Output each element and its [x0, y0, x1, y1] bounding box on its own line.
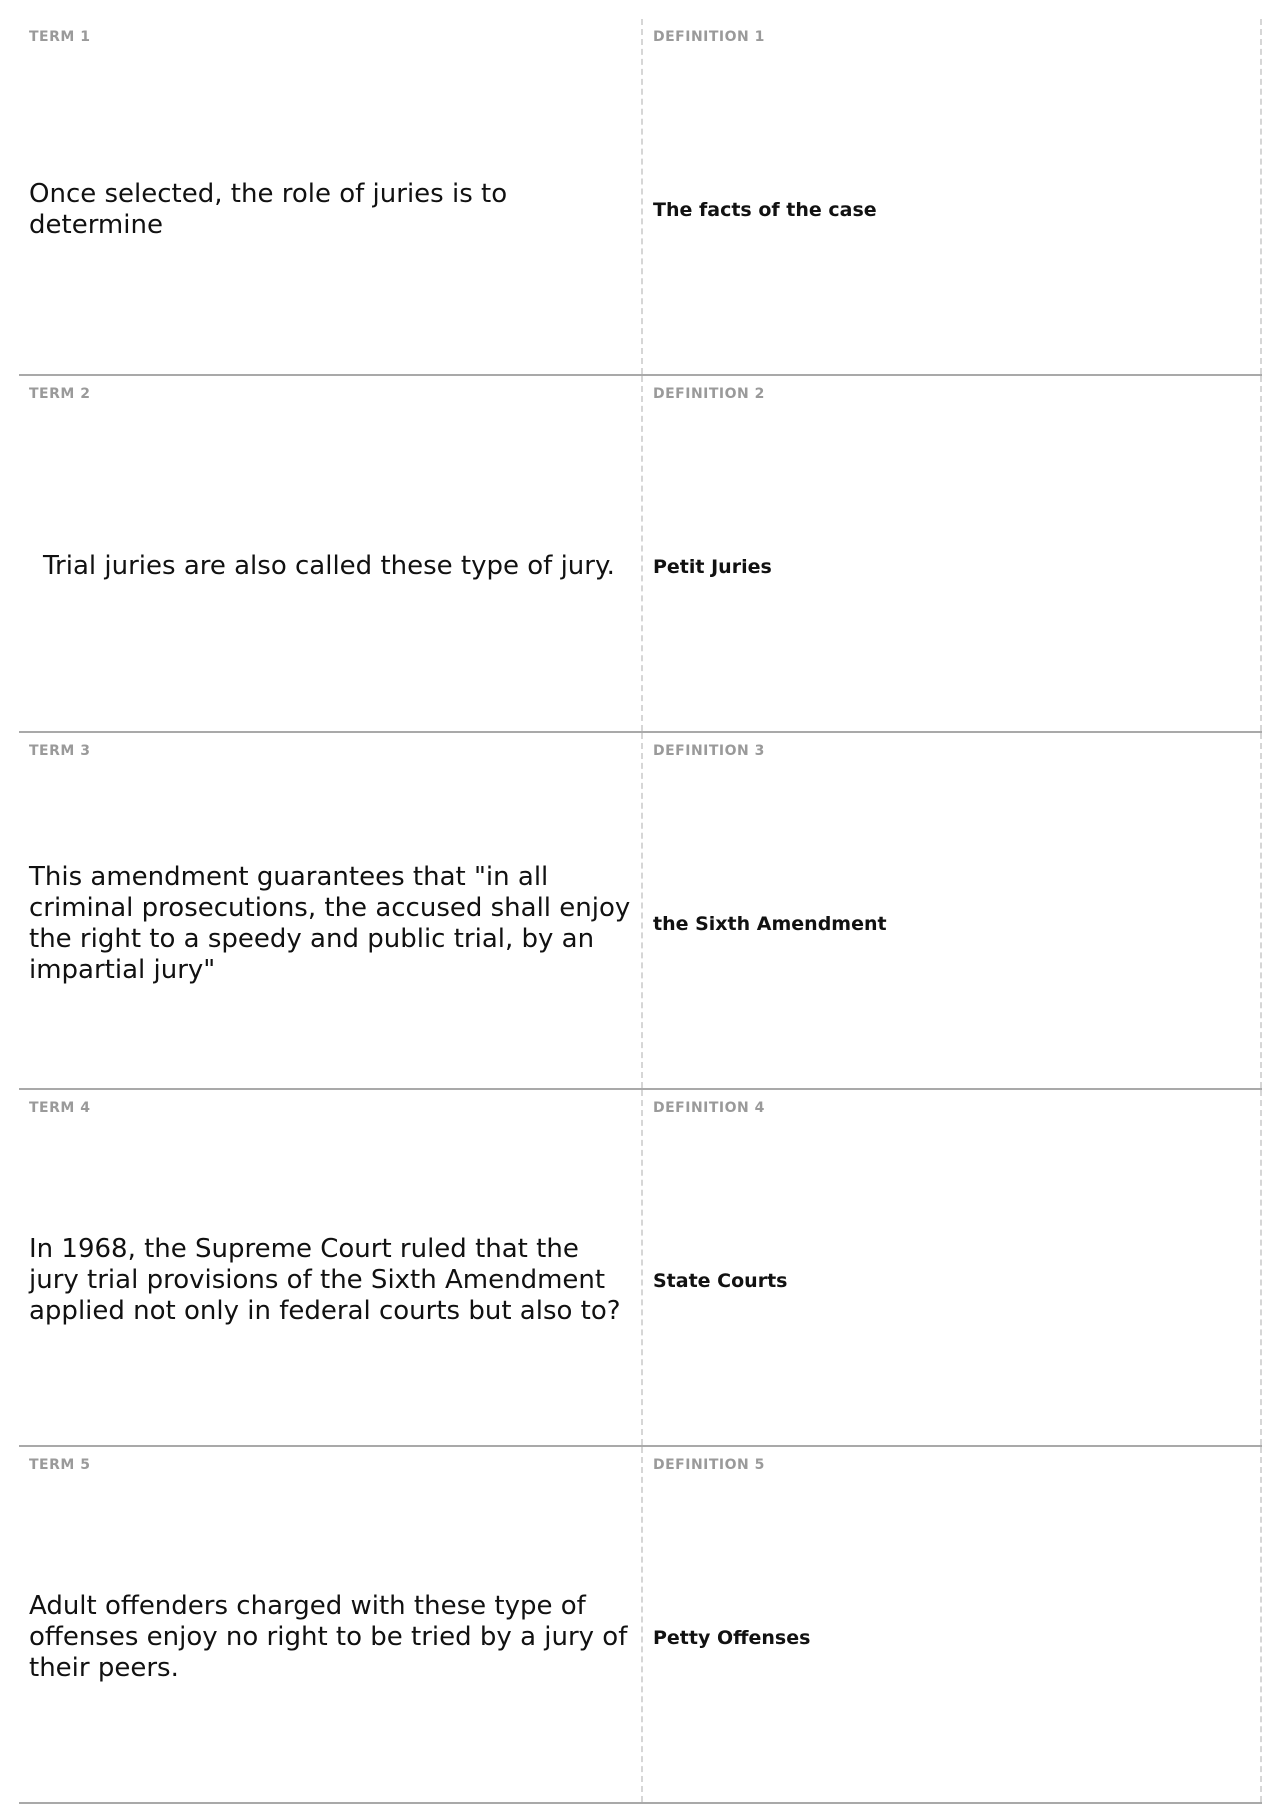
flashcard-row	[19, 376, 1262, 733]
flashcard-row	[19, 19, 1262, 376]
flashcard-row	[19, 1447, 1262, 1804]
term-text: Trial juries are also called these type of jury.	[43, 551, 615, 581]
definition-text: Petit Juries	[653, 555, 772, 578]
definition-label: DEFINITION 4	[653, 1100, 765, 1116]
definition-cell	[643, 19, 1262, 374]
definition-text: Petty Offenses	[653, 1626, 811, 1649]
definition-label: DEFINITION 5	[653, 1457, 765, 1473]
definition-label: DEFINITION 3	[653, 743, 765, 759]
definition-text: The facts of the case	[653, 198, 877, 221]
definition-cell	[643, 733, 1262, 1088]
definition-text: State Courts	[653, 1269, 788, 1292]
term-cell	[19, 1447, 643, 1802]
term-cell	[19, 733, 643, 1088]
flashcard-sheet	[19, 19, 1262, 1804]
definition-label: DEFINITION 2	[653, 386, 765, 402]
term-label: TERM 2	[29, 386, 91, 402]
definition-body	[653, 53, 1252, 366]
term-label: TERM 5	[29, 1457, 91, 1473]
term-text: This amendment guarantees that "in all criminal prosecutions, the accused shall enjoy the right to a speedy and public trial, by an impartial jury"	[29, 861, 631, 985]
term-text: Adult offenders charged with these type of offenses enjoy no right to be tried by a jury of their peers.	[29, 1591, 628, 1683]
definition-body	[653, 410, 1252, 723]
term-text: Once selected, the role of juries is to determine	[29, 178, 508, 240]
term-label: TERM 3	[29, 743, 91, 759]
definition-body	[653, 1124, 1252, 1437]
term-cell	[19, 1090, 643, 1445]
term-body	[29, 1481, 633, 1794]
flashcard-row	[19, 1090, 1262, 1447]
term-label: TERM 4	[29, 1100, 91, 1116]
term-cell	[19, 376, 643, 731]
definition-label: DEFINITION 1	[653, 29, 765, 45]
definition-text: the Sixth Amendment	[653, 912, 887, 935]
term-body	[29, 410, 633, 723]
definition-body	[653, 767, 1252, 1080]
definition-cell	[643, 1447, 1262, 1802]
term-body	[29, 767, 633, 1080]
definition-cell	[643, 1090, 1262, 1445]
definition-cell	[643, 376, 1262, 731]
term-cell	[19, 19, 643, 374]
term-body	[29, 1124, 633, 1437]
flashcard-row	[19, 733, 1262, 1090]
term-body	[29, 53, 633, 366]
term-label: TERM 1	[29, 29, 91, 45]
definition-body	[653, 1481, 1252, 1794]
term-text: In 1968, the Supreme Court ruled that the jury trial provisions of the Sixth Amendment applied not only in federal courts but also to?	[29, 1234, 621, 1326]
